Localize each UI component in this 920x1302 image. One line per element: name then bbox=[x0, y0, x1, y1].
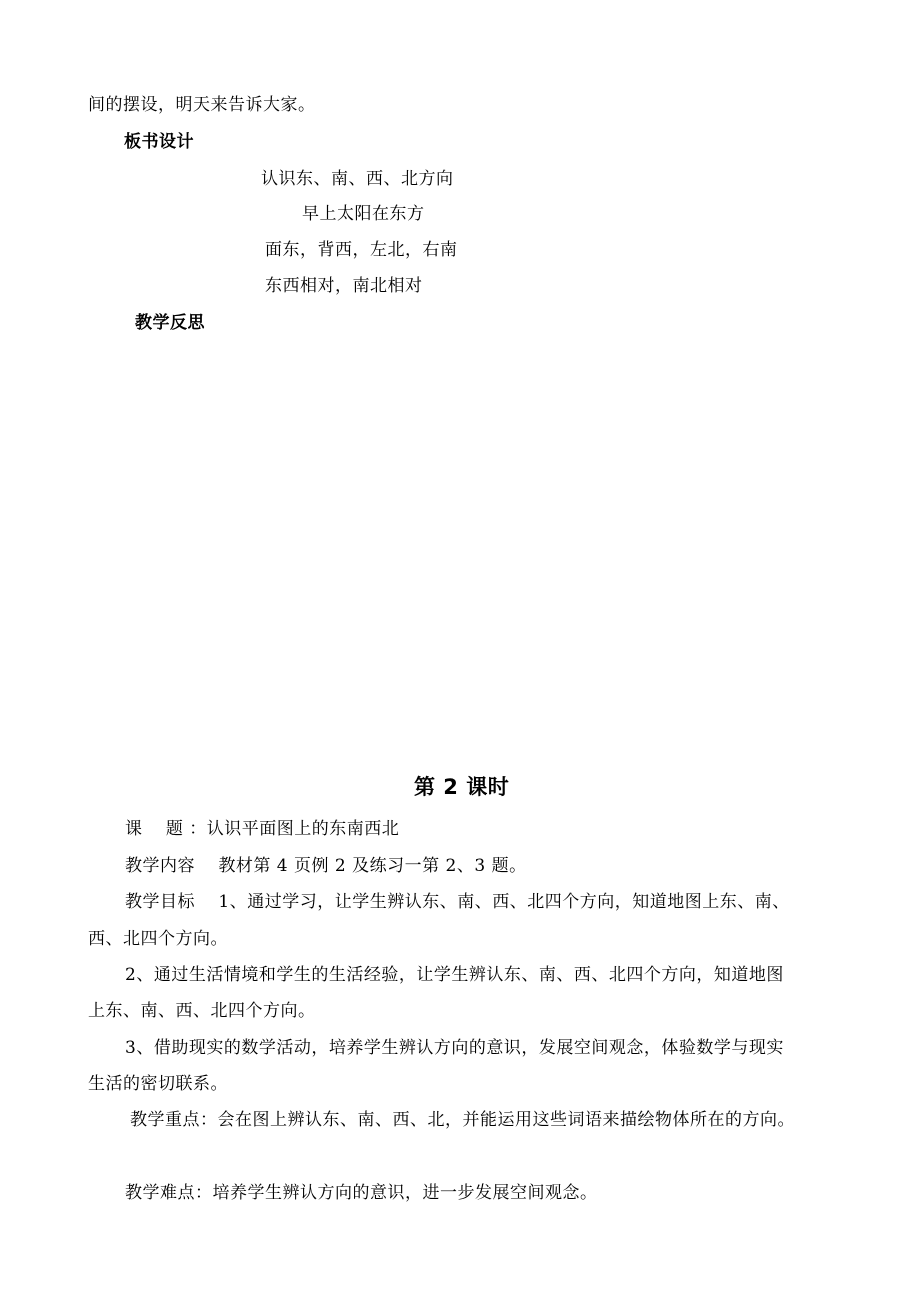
key-point: 教学重点：会在图上辨认东、南、西、北，并能运用这些词语来描绘物体所在的方向。 bbox=[130, 1110, 795, 1130]
lesson-title: 第 2 课时 bbox=[414, 775, 510, 799]
lesson-topic: 课 题 ：认识平面图上的东南西北 bbox=[125, 819, 400, 839]
continued-paragraph: 间的摆设，明天来告诉大家。 bbox=[88, 95, 316, 115]
board-line-3: 面东，背西，左北，右南 bbox=[265, 240, 458, 260]
lesson-content: 教学内容 教材第 4 页例 2 及练习一第 2、3 题。 bbox=[125, 856, 527, 876]
goal-2-line-2: 上东、南、西、北四个方向。 bbox=[88, 1001, 316, 1021]
difficulty-point: 教学难点：培养学生辨认方向的意识，进一步发展空间观念。 bbox=[125, 1183, 598, 1203]
goal-1-line-1: 教学目标 1、通过学习，让学生辨认东、南、西、北四个方向，知道地图上东、南、 bbox=[125, 892, 790, 912]
board-line-4: 东西相对，南北相对 bbox=[265, 276, 423, 296]
board-line-2: 早上太阳在东方 bbox=[302, 204, 425, 224]
board-line-1: 认识东、南、西、北方向 bbox=[261, 169, 454, 189]
goal-2-line-1: 2、通过生活情境和学生的生活经验，让学生辨认东、南、西、北四个方向，知道地图 bbox=[125, 965, 784, 985]
goal-1-line-2: 西、北四个方向。 bbox=[88, 929, 228, 949]
teaching-reflection-heading: 教学反思 bbox=[135, 313, 205, 333]
goal-3-line-2: 生活的密切联系。 bbox=[88, 1074, 228, 1094]
goal-3-line-1: 3、借助现实的数学活动，培养学生辨认方向的意识，发展空间观念，体验数学与现实 bbox=[125, 1038, 784, 1058]
board-design-heading: 板书设计 bbox=[124, 132, 194, 152]
